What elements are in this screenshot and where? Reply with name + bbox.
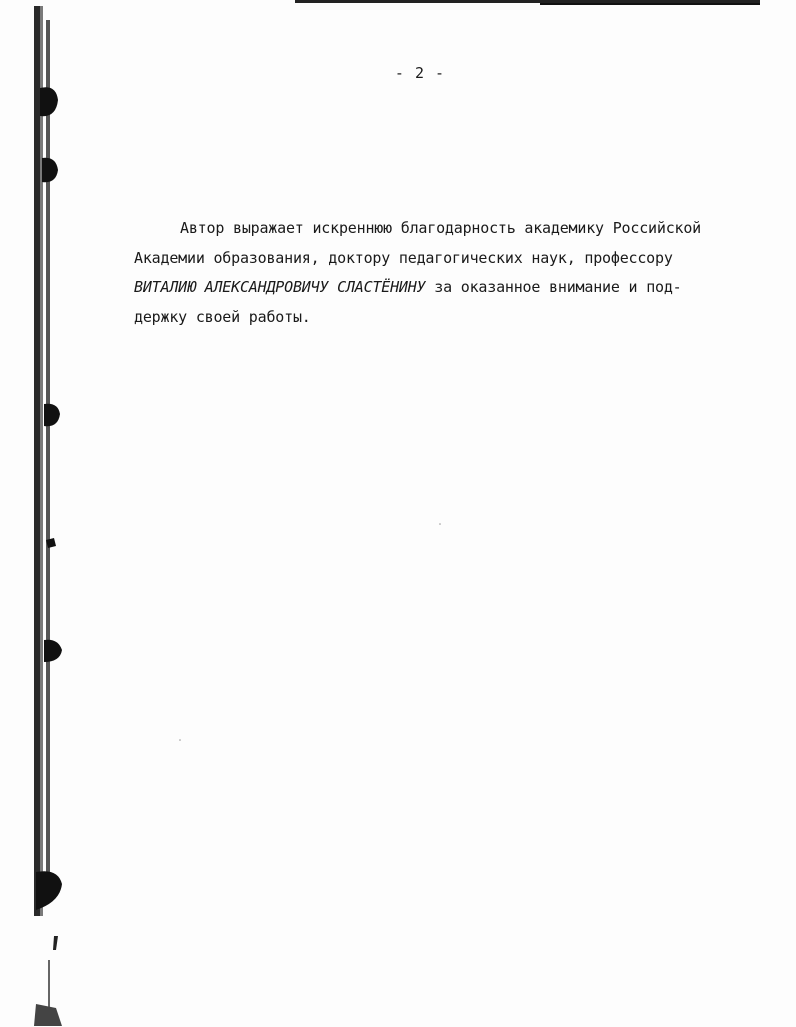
binding-hole-6 — [36, 871, 62, 910]
binding-hole-3 — [44, 404, 60, 427]
binding-strip-light — [40, 6, 43, 916]
dust-speck-2 — [179, 739, 181, 741]
acknowledgement-line-3 — [134, 273, 734, 303]
acknowledgement-line-4: держку своей работы. — [134, 307, 311, 326]
acknowledgement-paragraph — [134, 214, 734, 332]
binding-hook-mark — [53, 936, 58, 950]
binding-strip-edge — [46, 20, 50, 900]
acknowledgement-line-1: Автор выражает искреннюю благодарность академику Российской — [180, 219, 702, 237]
binding-lower-line — [48, 960, 50, 1010]
binding-bottom-smudge — [34, 1004, 62, 1026]
binding-hole-2 — [42, 158, 58, 183]
acknowledgement-line-2: Академии образования, доктору педагогических наук, профессору — [134, 248, 673, 267]
acknowledgement-line-3-rest: за оказанное внимание и под- — [425, 278, 682, 296]
top-edge-line — [295, 0, 760, 3]
page-number: - 2 - — [394, 64, 446, 82]
top-edge-line-thin — [540, 3, 760, 5]
honoree-name: ВИТАЛИЮ АЛЕКСАНДРОВИЧУ СЛАСТЁНИНУ — [134, 278, 426, 296]
dust-speck-1 — [439, 523, 441, 525]
binding-hole-5 — [44, 640, 62, 662]
binding-hole-1 — [40, 87, 58, 116]
